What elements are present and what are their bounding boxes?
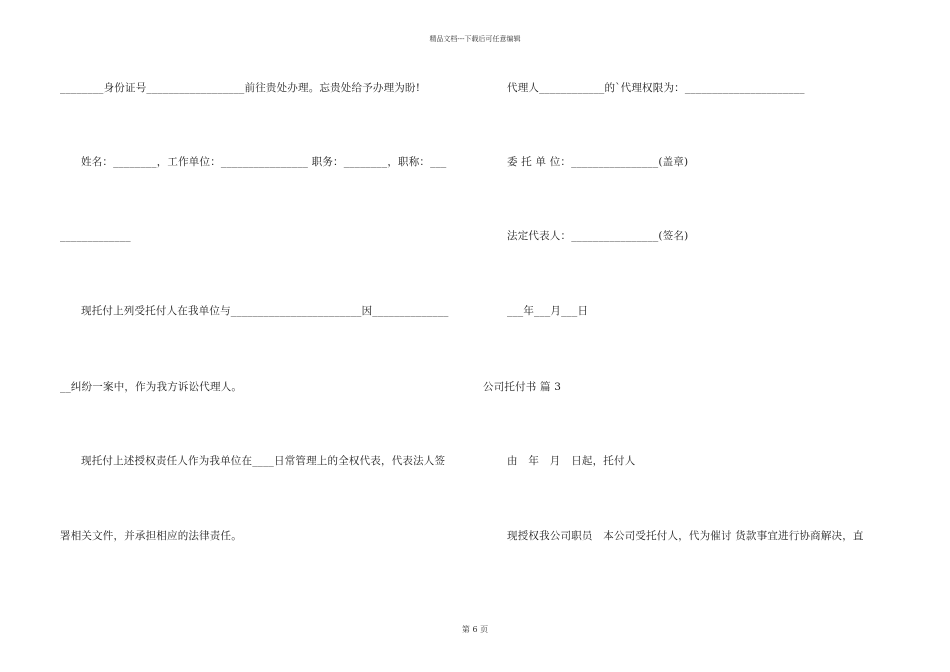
left-line-entrust-dispute: 现托付上列受托付人在我单位与________________________因______________ [81, 305, 449, 317]
right-line-start-date: 由 年 月 日起，托付人 [507, 455, 636, 467]
page-header: 精品文档---下载后可任意编辑 [429, 35, 521, 43]
right-line-date: ___年___月___日 [507, 305, 589, 317]
left-line-id-number: ________身份证号__________________前往贵处办理。忘贵处给予办理为盼! [60, 82, 421, 94]
left-line-litigation-agent: __纠纷一案中，作为我方诉讼代理人。 [60, 381, 243, 393]
right-line-agent-authority: 代理人____________的`代理权限为：______________________ [507, 82, 805, 94]
section-title-article-3: 公司托付书 篇 3 [483, 381, 562, 393]
left-line-name-fields: 姓名：________，工作单位：________________ 职务：________，职称：___ [81, 156, 447, 168]
right-line-legal-representative: 法定代表人：________________(签名) [507, 230, 689, 242]
right-line-authorization: 现授权我公司职员 本公司受托付人，代为催讨 货款事宜进行协商解决，直 [507, 530, 864, 542]
page-number: 第 6 页 [461, 625, 489, 634]
left-line-authorized-representative: 现托付上述授权责任人作为我单位在____日常管理上的全权代表，代表法人签 [81, 455, 446, 467]
left-line-blank: _____________ [60, 230, 131, 242]
left-line-legal-responsibility: 署相关文件，并承担相应的法律责任。 [60, 530, 242, 542]
right-line-entrusting-unit: 委 托 单 位：________________(盖章) [507, 156, 689, 168]
